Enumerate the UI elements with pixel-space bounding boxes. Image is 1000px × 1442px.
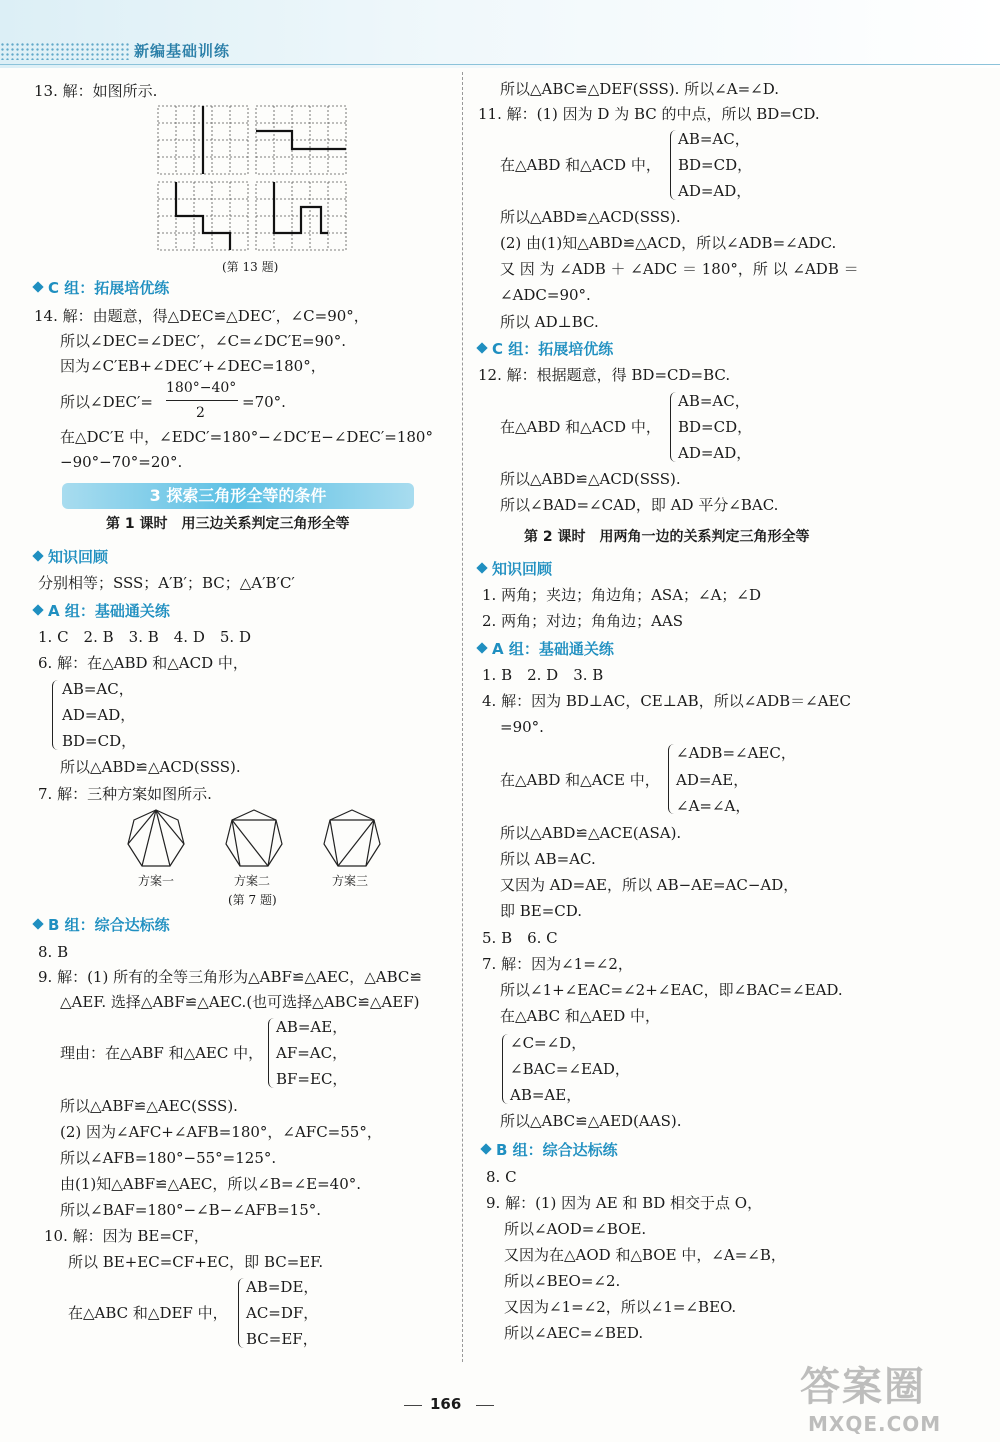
q10-line2: 所以 BE+EC=CF+EC，即 BC=EF. (68, 1253, 324, 1271)
q10-cont: 所以△ABC≌△DEF(SSS). 所以∠A=∠D. (500, 80, 779, 98)
brace (52, 680, 59, 750)
section-c-label: C 组：拓展培优练 (492, 340, 614, 358)
q11-line7: 所以 AD⊥BC. (500, 313, 599, 331)
brace (238, 1278, 245, 1348)
q14-line2: 所以∠DEC=∠DEC′，∠C=∠DC′E=90°. (60, 332, 346, 350)
q9r-line2: 所以∠AOD=∠BOE. (504, 1220, 647, 1238)
q9-line8: 所以∠AFB=180°−55°=125°. (60, 1149, 277, 1167)
q4-line5: 所以 AB=AC. (500, 850, 596, 868)
q12-cond3: AD=AD， (678, 444, 752, 462)
section-b-label: B 组：综合达标练 (496, 1141, 618, 1159)
page-dash-right (476, 1405, 494, 1406)
q10-cond2: AC=DF， (246, 1304, 319, 1322)
fraction-numerator: 180°−40° (166, 380, 237, 396)
q7-label-2: 方案二 (234, 874, 271, 888)
q6-conclusion: 所以△ABD≌△ACD(SSS). (60, 758, 241, 776)
diamond-icon (32, 604, 43, 615)
q12-line1: 12. 解：根据题意，得 BD=CD=BC. (478, 366, 731, 384)
q12-line3: 所以△ABD≌△ACD(SSS). (500, 470, 681, 488)
diamond-icon (32, 918, 43, 929)
page-dash-left (404, 1405, 422, 1406)
q14-line5: 在△DC′E 中，∠EDC′=180°−∠DC′E−∠DEC′=180° (60, 428, 433, 446)
section-banner: 3 探索三角形全等的条件 (62, 483, 414, 509)
q10-cond1: AB=DE， (246, 1278, 319, 1296)
diamond-icon (476, 342, 487, 353)
q7r-cond2: ∠BAC=∠EAD， (510, 1060, 630, 1078)
q11-cond1: AB=AC， (678, 130, 750, 148)
q9r-line6: 所以∠AEC=∠BED. (504, 1324, 644, 1342)
a-answers-right: 1. B 2. D 3. B (482, 666, 604, 684)
brace (670, 130, 677, 200)
q7-text: 7. 解：三种方案如图所示. (38, 785, 212, 803)
q9-cond1: AB=AE， (276, 1018, 348, 1036)
q9-reason: 理由：在△ABF 和△AEC 中， (60, 1044, 264, 1062)
q9-cond2: AF=AC， (276, 1044, 348, 1062)
q9-line2: △AEF. 选择△ABF≌△AEC.(也可选择△ABC≌△AEF) (60, 993, 420, 1011)
q8-right: 8. C (486, 1168, 517, 1186)
q4-line4: 所以△ABD≌△ACE(ASA). (500, 824, 682, 842)
diamond-icon (32, 550, 43, 561)
watermark (800, 1355, 941, 1436)
section-b-left (34, 914, 170, 936)
q4-cond3: ∠A=∠A， (676, 797, 751, 815)
q9r-line1: 9. 解：(1) 因为 AE 和 BD 相交于点 O， (486, 1194, 763, 1212)
section-c-right (478, 338, 613, 360)
q7-label-3: 方案三 (332, 874, 369, 888)
q9-line7: (2) 因为∠AFC+∠AFB=180°，∠AFC=55°， (60, 1123, 382, 1141)
q11-line3: 所以△ABD≌△ACD(SSS). (500, 208, 681, 226)
q13-text: 13. 解：如图所示. (34, 82, 158, 100)
review-line2: 2. 两角；对边；角角边；AAS (482, 612, 684, 630)
section-a-label: A 组：基础通关练 (48, 602, 170, 620)
page-number: 166 (430, 1395, 462, 1413)
watermark-url: MXQE.COM (808, 1412, 942, 1436)
q9-cond3: BF=EC， (276, 1070, 348, 1088)
header-rule (0, 64, 1000, 65)
section-review-right (478, 558, 552, 580)
q7-caption: (第 7 题) (228, 893, 277, 907)
q9r-line3: 又因为在△AOD 和△BOE 中，∠A=∠B， (504, 1246, 786, 1264)
q11-cond3: AD=AD， (678, 182, 752, 200)
q9-line6: 所以△ABF≌△AEC(SSS). (60, 1097, 238, 1115)
q6-cond1: AB=AC， (62, 680, 134, 698)
a-answers-right-2: 5. B 6. C (482, 929, 558, 947)
q10-line3: 在△ABC 和△DEF 中， (68, 1304, 228, 1322)
q14-line4-end: =70°. (242, 393, 286, 411)
a-answers-left: 1. C 2. B 3. B 4. D 5. D (38, 628, 251, 646)
q12-cond2: BD=CD， (678, 418, 753, 436)
lesson-2-title: 第 2 课时 用两角一边的关系判定三角形全等 (524, 529, 810, 545)
q7r-line3: 在△ABC 和△AED 中， (500, 1007, 661, 1025)
q7r-line4: 所以△ABC≌△AED(AAS). (500, 1112, 682, 1130)
q7r-line2: 所以∠1+∠EAC=∠2+∠EAC，即∠BAC=∠EAD. (500, 981, 843, 999)
section-c-label: C 组：拓展培优练 (48, 279, 170, 297)
section-review-label: 知识回顾 (492, 560, 553, 578)
brace (668, 744, 675, 814)
fraction-bar (166, 400, 238, 401)
q9r-line5: 又因为∠1=∠2，所以∠1=∠BEO. (504, 1298, 737, 1316)
header-title: 新编基础训练 (134, 42, 231, 60)
review-line1: 1. 两角；夹边；角边角；ASA；∠A；∠D (482, 586, 762, 604)
diamond-icon (480, 1143, 491, 1154)
diamond-icon (476, 642, 487, 653)
q12-cond1: AB=AC， (678, 392, 750, 410)
q7r-cond1: ∠C=∠D， (510, 1034, 587, 1052)
q7r-cond3: AB=AE， (510, 1086, 582, 1104)
q10-line1: 10. 解：因为 BE=CF， (44, 1227, 209, 1245)
q4-line3: 在△ABD 和△ACE 中， (500, 771, 660, 789)
q11-line4: (2) 由(1)知△ABD≌△ACD，所以∠ADB=∠ADC. (500, 234, 837, 252)
q14-line1: 14. 解：由题意，得△DEC≌△DEC′，∠C=90°， (34, 307, 369, 325)
diamond-icon (476, 562, 487, 573)
lesson-1-title: 第 1 课时 用三边关系判定三角形全等 (106, 516, 350, 532)
q8-left: 8. B (38, 943, 69, 961)
q12-line2: 在△ABD 和△ACD 中， (500, 418, 661, 436)
section-review-label: 知识回顾 (48, 548, 109, 566)
brace (268, 1018, 275, 1088)
q6-cond2: AD=AD， (62, 706, 136, 724)
q9r-line4: 所以∠BEO=∠2. (504, 1272, 621, 1290)
q9-line9: 由(1)知△ABF≌△AEC，所以∠B=∠E=40°. (60, 1175, 362, 1193)
q13-caption: (第 13 题) (222, 260, 279, 274)
q4-line2: =90°. (500, 718, 544, 736)
q11-line1: 11. 解：(1) 因为 D 为 BC 的中点，所以 BD=CD. (478, 105, 820, 123)
section-b-right (482, 1139, 618, 1161)
brace (670, 392, 677, 462)
watermark-logo: 答案圈 (800, 1364, 926, 1410)
q4-cond1: ∠ADB=∠AEC， (676, 744, 796, 762)
q4-line7: 即 BE=CD. (500, 902, 583, 920)
q10-cond3: BC=EF， (246, 1330, 318, 1348)
section-b-label: B 组：综合达标练 (48, 916, 170, 934)
q11-line2: 在△ABD 和△ACD 中， (500, 156, 661, 174)
q4-line1: 4. 解：因为 BD⊥AC，CE⊥AB，所以∠ADB＝∠AEC (482, 692, 851, 710)
q9-line1: 9. 解：(1) 所有的全等三角形为△ABF≌△AEC，△ABC≌ (38, 968, 422, 986)
q4-cond2: AD=AE， (676, 771, 749, 789)
section-a-right (478, 638, 614, 660)
q13-figure (156, 104, 356, 254)
review-answer: 分别相等；SSS；A′B′；BC；△A′B′C′ (38, 574, 295, 592)
q11-line5: 又 因 为 ∠ADB ＋ ∠ADC ＝ 180°，所 以 ∠ADB ＝ (500, 260, 859, 278)
q7-label-1: 方案一 (138, 874, 175, 888)
q14-line3: 因为∠C′EB+∠DEC′+∠DEC=180°， (60, 357, 326, 375)
q6-line1: 6. 解：在△ABD 和△ACD 中， (38, 654, 248, 672)
column-divider (462, 72, 463, 1362)
q6-cond3: BD=CD， (62, 732, 137, 750)
section-a-label: A 组：基础通关练 (492, 640, 614, 658)
q11-line6: ∠ADC=90°. (500, 286, 591, 304)
section-c-left (34, 277, 169, 299)
section-review-left (34, 546, 108, 568)
q12-line4: 所以∠BAD=∠CAD，即 AD 平分∠BAC. (500, 496, 779, 514)
q7r-line1: 7. 解：因为∠1=∠2， (482, 955, 633, 973)
q14-line6: −90°−70°=20°. (60, 453, 183, 471)
section-a-left (34, 600, 170, 622)
brace (502, 1034, 509, 1104)
q7-figure (118, 806, 388, 874)
diamond-icon (32, 281, 43, 292)
q4-line6: 又因为 AD=AE，所以 AB−AE=AC−AD， (500, 876, 799, 894)
header-dots (0, 42, 130, 60)
q11-cond2: BD=CD， (678, 156, 753, 174)
q9-line10: 所以∠BAF=180°−∠B−∠AFB=15°. (60, 1201, 322, 1219)
q14-line4: 所以∠DEC′= (60, 393, 153, 411)
fraction-denominator: 2 (196, 405, 205, 421)
